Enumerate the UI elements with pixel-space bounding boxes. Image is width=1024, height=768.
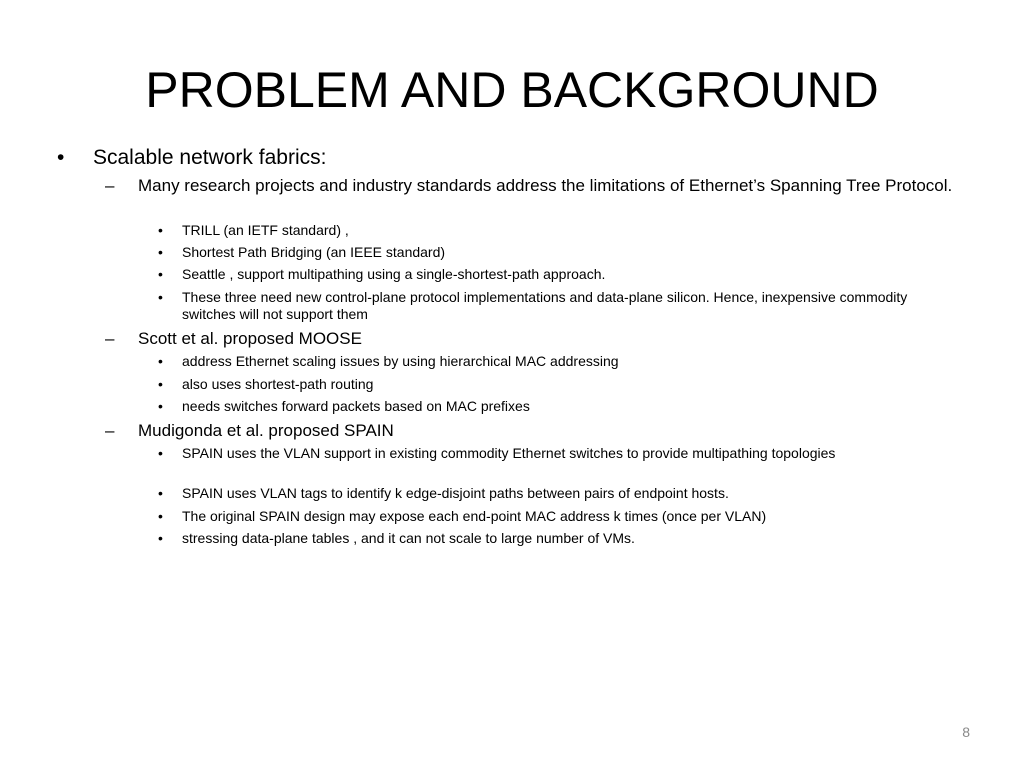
detail-item-text: Shortest Path Bridging (an IEEE standard)	[182, 244, 446, 260]
bullet-icon: •	[158, 289, 163, 305]
detail-item-text: address Ethernet scaling issues by using hierarchical MAC addressing	[182, 353, 619, 369]
bullet-text: Scalable network fabrics:	[93, 146, 327, 169]
bullet-icon: •	[158, 222, 163, 238]
detail-item-text: These three need new control-plane protocol implementations and data-plane silicon. Hence, inexpensive commodity switches will not support them	[182, 289, 908, 322]
dash-icon: –	[105, 329, 115, 348]
slide-title: PROBLEM AND BACKGROUND	[145, 62, 879, 118]
detail-item-text: needs switches forward packets based on MAC prefixes	[182, 398, 530, 414]
bullet-icon: •	[57, 146, 65, 169]
dash-icon: –	[105, 421, 115, 440]
sub-item-text: Mudigonda et al. proposed SPAIN	[138, 421, 394, 440]
detail-item-text: SPAIN uses the VLAN support in existing commodity Ethernet switches to provide multipathing topologies	[182, 445, 836, 461]
detail-item-text: The original SPAIN design may expose each end-point MAC address k times (once per VLAN)	[182, 508, 767, 524]
bullet-icon: •	[158, 445, 163, 461]
detail-item-text: stressing data-plane tables , and it can not scale to large number of VMs.	[182, 530, 635, 546]
detail-item-text: SPAIN uses VLAN tags to identify k edge-disjoint paths between pairs of endpoint hosts.	[182, 485, 729, 501]
bullet-icon: •	[158, 244, 163, 260]
page-number: 8	[962, 724, 970, 740]
bullet-icon: •	[158, 530, 163, 546]
detail-item-text: TRILL (an IETF standard) ,	[182, 222, 349, 238]
bullet-icon: •	[158, 398, 163, 414]
sub-item-text: Many research projects and industry standards address the limitations of Ethernet’s Spanning Tree Protocol.	[138, 176, 953, 195]
bullet-icon: •	[158, 485, 163, 501]
dash-icon: –	[105, 176, 115, 195]
bullet-icon: •	[158, 353, 163, 369]
sub-item-text: Scott et al. proposed MOOSE	[138, 329, 362, 348]
bullet-icon: •	[158, 508, 163, 524]
detail-item-text: also uses shortest-path routing	[182, 376, 374, 392]
bullet-icon: •	[158, 376, 163, 392]
detail-item-text: Seattle , support multipathing using a single-shortest-path approach.	[182, 266, 606, 282]
bullet-icon: •	[158, 266, 163, 282]
